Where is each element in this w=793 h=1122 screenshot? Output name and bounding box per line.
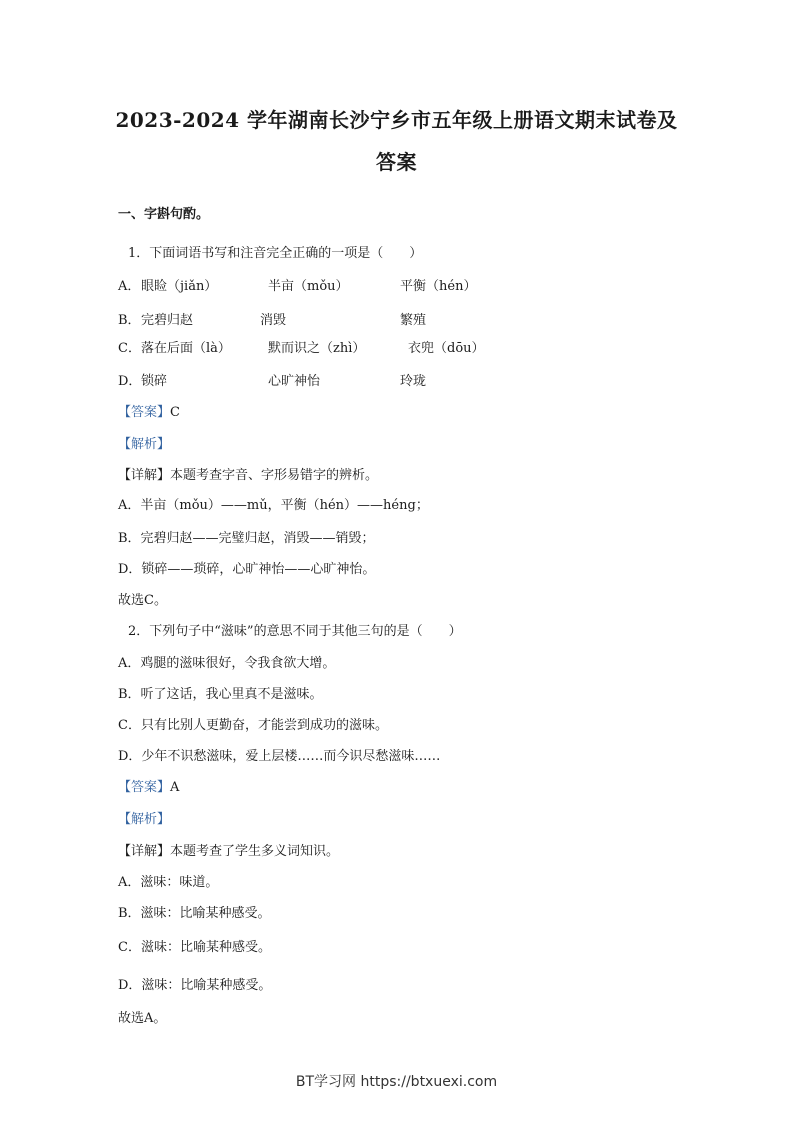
- q1-option-b-col1: 完碧归赵: [141, 313, 194, 328]
- q2-answer: [118, 779, 179, 797]
- site-watermark-footer: BT学习网 https://btxuexi.com: [295, 1074, 498, 1090]
- q1-option-d-col1: 锁碎: [141, 374, 168, 389]
- q2-option-b: B．听了这话，我心里真不是滋味。: [118, 687, 323, 702]
- q1-option-b-col2: 消毁: [260, 313, 287, 328]
- q2-answer-tag: 【答案】: [118, 780, 171, 795]
- q1-option-a-col1: 眼睑（jiǎn）: [141, 279, 218, 294]
- q1-analysis-tag: 【解析】: [118, 437, 171, 452]
- section-heading: 一、字斟句酌。: [118, 207, 210, 222]
- q1-stem: 1．下面词语书写和注音完全正确的一项是（ ）: [128, 246, 423, 261]
- q1-option-c-label: C．: [118, 341, 141, 356]
- q1-option-d-col2: 心旷神怡: [268, 374, 321, 389]
- q1-explanation-b: B．完碧归赵——完璧归赵，消毁——销毁；: [118, 531, 375, 546]
- q2-option-a: A．鸡腿的滋味很好，令我食欲大增。: [118, 656, 336, 671]
- q1-option-c-col2: 默而识之（zhì）: [268, 341, 366, 356]
- q1-option-a-col2: 半亩（mǒu）: [268, 279, 349, 294]
- q1-explanation-a: A．半亩（mǒu）——mǔ，平衡（hén）——héng；: [118, 498, 429, 513]
- q2-stem: 2．下列句子中“滋味”的意思不同于其他三句的是（ ）: [128, 624, 462, 639]
- q1-option-a-col3: 平衡（hén）: [400, 279, 477, 294]
- q2-option-c: C．只有比别人更勤奋，才能尝到成功的滋味。: [118, 718, 388, 733]
- q1-option-d-col3: 玲珑: [400, 374, 427, 389]
- q1-answer-tag: 【答案】: [118, 405, 171, 420]
- q2-conclusion: 故选A。: [118, 1011, 167, 1026]
- q2-explanation-c: C．滋味：比喻某种感受。: [118, 940, 271, 955]
- q1-option-b-label: B．: [118, 313, 141, 328]
- q2-explanation-b: B．滋味：比喻某种感受。: [118, 906, 271, 921]
- q1-detail: 【详解】本题考查字音、字形易错字的辨析。: [118, 468, 379, 483]
- q1-option-b-col3: 繁殖: [400, 313, 427, 328]
- document-title-line-2: 答案: [376, 150, 417, 174]
- q1-option-d-label: D．: [118, 374, 142, 389]
- q2-option-d: D．少年不识愁滋味，爱上层楼……而今识尽愁滋味……: [118, 749, 441, 764]
- q1-option-a-label: A．: [118, 279, 141, 294]
- q2-explanation-a: A．滋味：味道。: [118, 875, 219, 890]
- document-title-line-1: 2023-2024 学年湖南长沙宁乡市五年级上册语文期末试卷及: [115, 108, 678, 132]
- q1-answer-value: C: [170, 405, 180, 420]
- q2-answer-value: A: [170, 780, 180, 795]
- q2-detail: 【详解】本题考查了学生多义词知识。: [118, 844, 340, 859]
- q1-option-c-col3: 衣兜（dōu）: [408, 341, 485, 356]
- q2-explanation-d: D．滋味：比喻某种感受。: [118, 978, 272, 993]
- q2-analysis-tag: 【解析】: [118, 812, 171, 827]
- q1-answer: [118, 404, 180, 422]
- q1-conclusion: 故选C。: [118, 593, 167, 608]
- q1-option-c-col1: 落在后面（là）: [141, 341, 231, 356]
- q1-explanation-d: D．锁碎——琐碎，心旷神怡——心旷神怡。: [118, 562, 376, 577]
